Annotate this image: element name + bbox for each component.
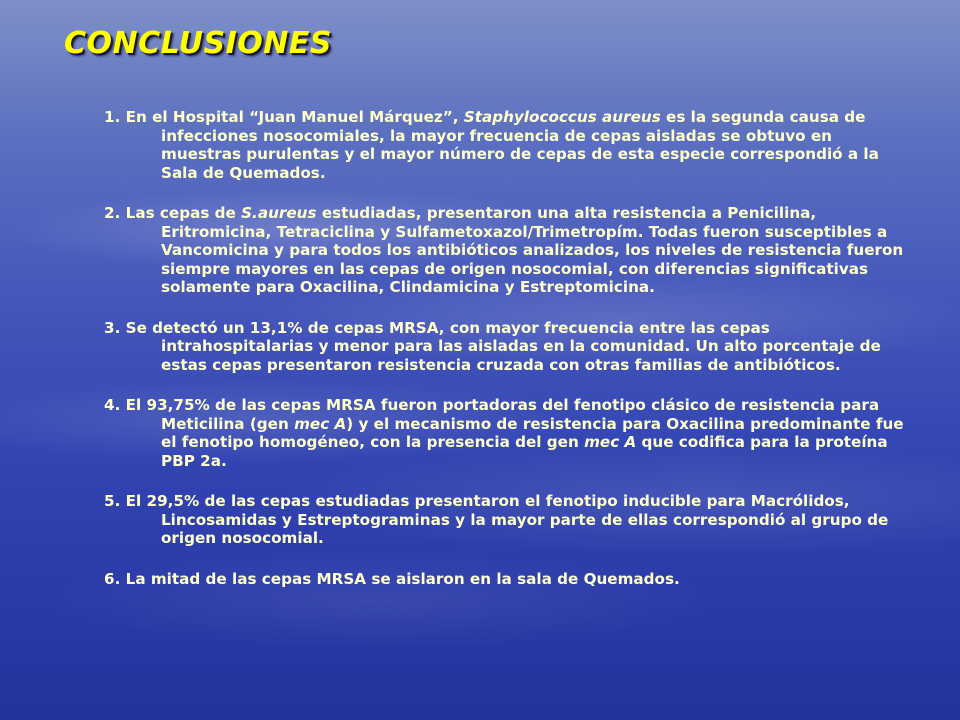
conclusion-item: [104, 396, 904, 470]
item-italic-text: mec A: [294, 414, 347, 433]
conclusion-item: [104, 204, 904, 297]
item-number: 1.: [104, 108, 121, 126]
conclusion-item: [104, 319, 904, 375]
item-text: El 29,5% de las cepas estudiadas presentaron el fenotipo inducible para Macrólidos, Lincosamidas y Estreptograminas y la mayor parte de ellas correspondió al grupo de origen nosocomial.: [125, 492, 889, 547]
item-number: 4.: [104, 396, 121, 414]
item-number: 5.: [104, 492, 121, 510]
item-text: El 93,75% de las cepas MRSA fueron portadoras del fenotipo clásico de resistencia para Meticilina (gen: [125, 396, 880, 433]
item-italic-text: S.aureus: [241, 204, 317, 222]
item-text: estudiadas, presentaron una alta resistencia a Penicilina, Eritromicina, Tetraciclina y Sulfametoxazol/Trimetropím. Todas fueron susceptibles a Vancomicina y para todos los antibióticos analizados, los niveles de resistencia fueron siempre mayores en las cepas de origen nosocomial, con diferencias significativas solamente para Oxacilina, Clindamicina y Estreptomicina.: [161, 204, 904, 296]
conclusion-item: [104, 108, 904, 182]
item-italic-text: Staphylococcus aureus: [463, 108, 661, 126]
item-text: Se detectó un 13,1% de cepas MRSA, con mayor frecuencia entre las cepas intrahospitalarias y menor para las aisladas en la comunidad. Un alto porcentaje de estas cepas presentaron resistencia cruzada con otras familias de antibióticos.: [125, 318, 881, 374]
item-italic-text: mec A: [584, 433, 637, 451]
conclusions-list: [104, 108, 904, 610]
item-text: que codifica para la proteína PBP 2a.: [161, 433, 888, 470]
slide-title: CONCLUSIONES: [64, 26, 332, 61]
item-text: En el Hospital “Juan Manuel Márquez”,: [125, 108, 464, 126]
item-text: Las cepas de: [125, 204, 242, 222]
conclusion-item: [104, 570, 904, 589]
item-number: 3.: [104, 318, 121, 337]
item-number: 2.: [104, 204, 121, 222]
item-text: ) y el mecanismo de resistencia para Oxacilina predominante fue el fenotipo homogéneo, con la presencia del gen: [161, 414, 904, 451]
item-text: es la segunda causa de infecciones nosocomiales, la mayor frecuencia de cepas aisladas se obtuvo en muestras purulentas y el mayor número de cepas de esta especie correspondió a la Sala de Quemados.: [161, 108, 879, 182]
item-text: La mitad de las cepas MRSA se aislaron en la sala de Quemados.: [125, 569, 680, 588]
item-number: 6.: [104, 569, 121, 588]
conclusion-item: [104, 492, 904, 548]
